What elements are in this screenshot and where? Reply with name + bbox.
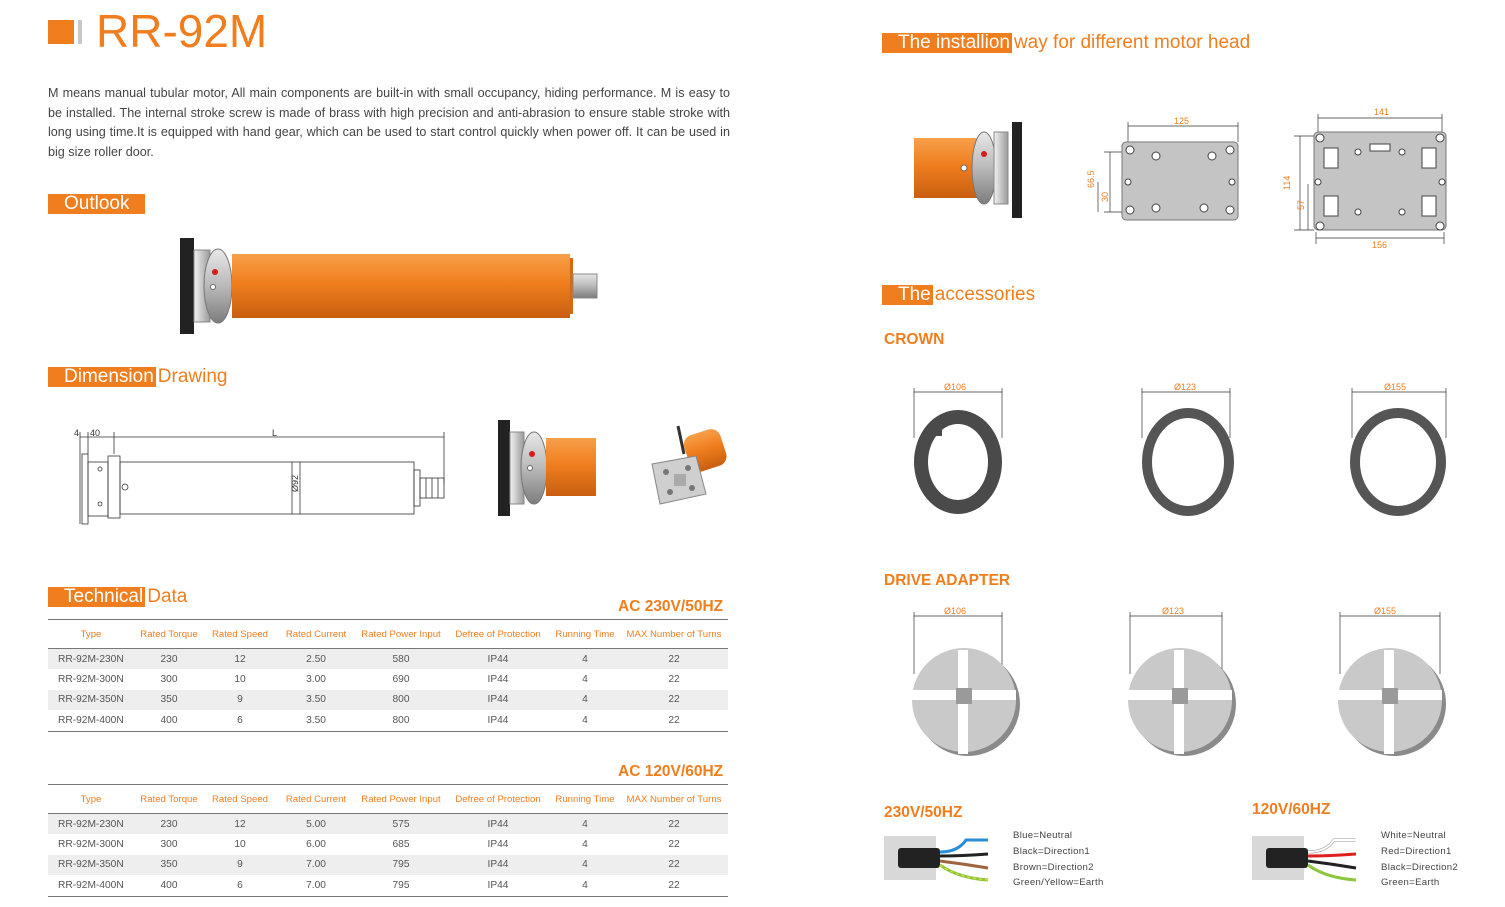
cell: 4 xyxy=(550,690,620,710)
wiring-120-cable xyxy=(1252,830,1362,884)
col-power: Rated Power Input xyxy=(356,620,446,649)
section-accessories-hl: The xyxy=(882,285,933,305)
intro-paragraph: M means manual tubular motor, All main components are built-in with small occupancy, hiding performance. M is easy to be installed. The internal stroke screw is made of brass with high precision and anti-abrasion to ensure stable stroke with long using time.It is equipped with hand gear, which can be used to start control quickly when power off. It can be used in big size roller door. xyxy=(48,86,730,159)
col-running-time: Running Time xyxy=(550,785,620,814)
cell: 400 xyxy=(134,875,204,896)
cell: 6 xyxy=(204,875,276,896)
dim-4: 4 xyxy=(74,428,80,438)
title-square-icon xyxy=(48,20,74,44)
col-current: Rated Current xyxy=(276,785,356,814)
cell: 10 xyxy=(234,839,246,851)
drive-adapter-155 xyxy=(1332,604,1450,758)
table-row xyxy=(48,814,728,835)
section-dimension-rest: Drawing xyxy=(157,366,228,387)
col-power: Rated Power Input xyxy=(356,785,446,814)
wiring-230-label-3: Brown=Direction2 xyxy=(1013,862,1094,873)
cell: 350 xyxy=(134,690,204,710)
cell: RR-92M-230N xyxy=(48,814,134,835)
cell: 230 xyxy=(134,814,204,835)
cell: IP44 xyxy=(446,855,550,875)
cell: 22 xyxy=(668,839,680,851)
section-accessories xyxy=(882,285,1035,305)
col-max-turns: MAX Number of Turns xyxy=(620,620,728,649)
table-row xyxy=(48,710,728,731)
table-row xyxy=(48,875,728,896)
section-dimension xyxy=(48,367,227,387)
cell: 6 xyxy=(204,710,276,731)
wiring-120-label-2: Red=Direction1 xyxy=(1381,846,1452,857)
cell: 6.00 xyxy=(306,839,326,851)
wiring-230-label-2: Black=Direction1 xyxy=(1013,846,1091,857)
cell: 575 xyxy=(356,814,446,835)
page-title: RR-92M xyxy=(96,5,268,57)
cell: 22 xyxy=(668,674,680,686)
cell: 4 xyxy=(550,855,620,875)
cell: 795 xyxy=(356,855,446,875)
drive-adapter-title: DRIVE ADAPTER xyxy=(884,572,1011,589)
table-header-row xyxy=(48,620,728,649)
section-installation-hl: The installion xyxy=(882,33,1012,53)
cell: 4 xyxy=(582,674,588,686)
cell: 4 xyxy=(550,875,620,896)
table-ac120-title: AC 120V/60HZ xyxy=(618,763,724,780)
cell: 4 xyxy=(550,710,620,731)
table-row xyxy=(48,669,728,689)
motor-outlook-image xyxy=(170,232,610,342)
crown-title: CROWN xyxy=(884,331,945,348)
cell: RR-92M-400N xyxy=(48,875,134,896)
drive-155-label: Ø155 xyxy=(1374,606,1397,616)
wiring-230-label-1: Blue=Neutral xyxy=(1013,830,1073,841)
plate1-height2: 30 xyxy=(1100,191,1110,202)
cell: IP44 xyxy=(487,674,509,686)
col-speed: Rated Speed xyxy=(204,620,276,649)
col-torque: Rated Torque xyxy=(134,620,204,649)
cell: 230 xyxy=(134,649,204,670)
cell: 22 xyxy=(620,649,728,670)
cell: 4 xyxy=(582,839,588,851)
dim-diameter: Ø92 xyxy=(290,474,300,492)
install-plate-1 xyxy=(1082,112,1252,230)
dim-40: 40 xyxy=(90,428,101,438)
cell: 800 xyxy=(356,710,446,731)
section-installation-rest: way for different motor head xyxy=(1013,32,1251,53)
cell: 580 xyxy=(356,649,446,670)
section-technical-rest: Data xyxy=(147,586,188,607)
cell: IP44 xyxy=(446,814,550,835)
plate2-height1: 114 xyxy=(1282,175,1292,190)
crown-123-label: Ø123 xyxy=(1174,382,1197,392)
section-accessories-rest: accessories xyxy=(934,284,1036,305)
cell: 9 xyxy=(204,690,276,710)
cell: 300 xyxy=(160,839,178,851)
cell: 7.00 xyxy=(276,875,356,896)
cell: 400 xyxy=(134,710,204,731)
col-protection: Defree of Protection xyxy=(446,620,550,649)
cell: 3.50 xyxy=(276,710,356,731)
cell: 2.50 xyxy=(276,649,356,670)
install-plate-2 xyxy=(1278,104,1458,252)
wiring-230-cable xyxy=(884,830,994,884)
tech-table-230 xyxy=(48,619,728,732)
dimension-drawing xyxy=(60,424,460,534)
cell: IP44 xyxy=(446,690,550,710)
drive-106-label: Ø106 xyxy=(944,606,967,616)
table-row xyxy=(48,690,728,710)
cell: 4 xyxy=(550,814,620,835)
plate2-width-bottom: 156 xyxy=(1372,240,1388,250)
cell: 22 xyxy=(620,875,728,896)
motor-head-side-image xyxy=(492,418,602,518)
crown-106 xyxy=(906,378,1010,520)
wiring-120-label-4: Green=Earth xyxy=(1381,877,1440,888)
cell: 7.00 xyxy=(276,855,356,875)
cell: 9 xyxy=(204,855,276,875)
cell: RR-92M-300N xyxy=(58,674,124,686)
table-header-row xyxy=(48,785,728,814)
wiring-120-label-3: Black=Direction2 xyxy=(1381,862,1459,873)
cell: RR-92M-230N xyxy=(48,649,134,670)
plate2-height2: 57 xyxy=(1296,199,1306,210)
cell: RR-92M-300N xyxy=(58,839,124,851)
motor-head-plate-image xyxy=(640,420,740,520)
cell: 350 xyxy=(134,855,204,875)
crown-155-label: Ø155 xyxy=(1384,382,1407,392)
section-technical-hl: Technical xyxy=(48,587,145,607)
cell: 22 xyxy=(620,814,728,835)
cell: 10 xyxy=(234,674,246,686)
install-motor-image xyxy=(912,118,1032,222)
col-max-turns: MAX Number of Turns xyxy=(620,785,728,814)
col-type: Type xyxy=(48,620,134,649)
cell: RR-92M-400N xyxy=(48,710,134,731)
cell: 12 xyxy=(204,649,276,670)
plate2-width-top: 141 xyxy=(1374,107,1390,117)
dim-L: L xyxy=(272,428,278,438)
cell: RR-92M-350N xyxy=(48,690,134,710)
table-ac230-title: AC 230V/50HZ xyxy=(618,598,724,615)
section-technical xyxy=(48,587,187,607)
cell: 4 xyxy=(550,649,620,670)
section-installation xyxy=(882,33,1250,53)
section-outlook xyxy=(48,194,145,214)
wiring-230-title: 230V/50HZ xyxy=(884,804,963,821)
drive-adapter-106 xyxy=(906,604,1024,758)
crown-106-label: Ø106 xyxy=(944,382,967,392)
cell: IP44 xyxy=(446,875,550,896)
cell: 685 xyxy=(392,839,410,851)
tech-table-120 xyxy=(48,784,728,897)
crown-155 xyxy=(1344,378,1454,520)
section-dimension-hl: Dimension xyxy=(48,367,156,387)
wiring-230-label-4: Green/Yellow=Earth xyxy=(1013,877,1104,888)
cell: 22 xyxy=(620,710,728,731)
cell: IP44 xyxy=(487,839,509,851)
plate1-width: 125 xyxy=(1174,116,1190,126)
table-row xyxy=(48,834,728,854)
cell: 22 xyxy=(620,690,728,710)
cell: 12 xyxy=(204,814,276,835)
table-row xyxy=(48,649,728,670)
wiring-120-title: 120V/60HZ xyxy=(1252,801,1331,818)
cell: IP44 xyxy=(446,710,550,731)
col-speed: Rated Speed xyxy=(204,785,276,814)
cell: 3.50 xyxy=(276,690,356,710)
col-torque: Rated Torque xyxy=(134,785,204,814)
cell: 800 xyxy=(356,690,446,710)
cell: 22 xyxy=(620,855,728,875)
cell: 300 xyxy=(160,674,178,686)
wiring-120-label-1: White=Neutral xyxy=(1381,830,1446,841)
col-protection: Defree of Protection xyxy=(446,785,550,814)
plate1-height1: 66.5 xyxy=(1086,170,1096,188)
crown-123 xyxy=(1134,378,1238,520)
cell: RR-92M-350N xyxy=(48,855,134,875)
cell: 5.00 xyxy=(276,814,356,835)
title-divider xyxy=(78,20,82,44)
drive-adapter-123 xyxy=(1122,604,1240,758)
section-outlook-label: Outlook xyxy=(48,194,145,214)
col-running-time: Running Time xyxy=(550,620,620,649)
drive-123-label: Ø123 xyxy=(1162,606,1185,616)
cell: 795 xyxy=(356,875,446,896)
cell: 3.00 xyxy=(306,674,326,686)
col-current: Rated Current xyxy=(276,620,356,649)
cell: IP44 xyxy=(446,649,550,670)
col-type: Type xyxy=(48,785,134,814)
cell: 690 xyxy=(392,674,410,686)
table-row xyxy=(48,855,728,875)
